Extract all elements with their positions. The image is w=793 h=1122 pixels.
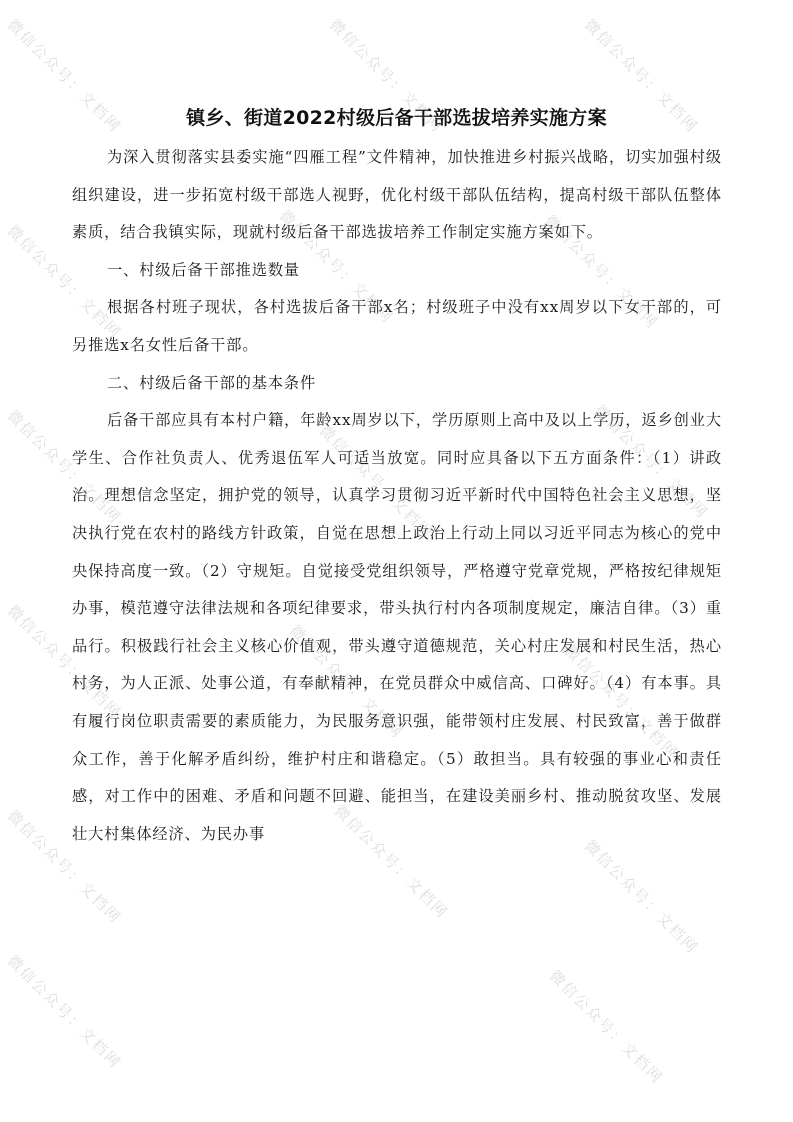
watermark: 微信公众号：文档网 xyxy=(545,966,667,1088)
intro-paragraph: 为深入贯彻落实县委实施“四雁工程”文件精神，加快推进乡村振兴战略，切实加强村级组织建设，进一步拓宽村级干部选人视野，优化村级干部队伍结构，提高村级干部队伍整体素质，结合我镇实际，现就村级后备干部选拔培养工作制定实施方案如下。 xyxy=(72,148,722,242)
watermark: 微信公众号：文档网 xyxy=(3,221,125,343)
section-heading-1: 一、村级后备干部推选数量 xyxy=(106,260,301,279)
watermark: 微信公众号：文档网 xyxy=(3,806,125,928)
watermark: 微信公众号：文档网 xyxy=(3,951,125,1073)
watermark: 微信公众号：文档网 xyxy=(325,15,447,137)
watermark: 微信公众号：文档网 xyxy=(3,601,125,723)
document-body xyxy=(72,139,722,853)
watermark: 微信公众号：文档网 xyxy=(590,401,712,523)
watermark: 微信公众号：文档网 xyxy=(330,801,452,923)
watermark: 微信公众号：文档网 xyxy=(3,15,125,137)
watermark: 微信公众号：文档网 xyxy=(275,206,397,328)
watermark: 微信公众号：文档网 xyxy=(3,406,125,528)
paragraph-quantity: 根据各村班子现状，各村选拔后备干部x名；村级班子中没有xx周岁以下女干部的，可另推选x名女性后备干部。 xyxy=(72,298,722,354)
watermark: 微信公众号：文档网 xyxy=(540,211,662,333)
watermark: 微信公众号：文档网 xyxy=(315,421,437,543)
watermark: 微信公众号：文档网 xyxy=(580,836,702,958)
paragraph-conditions: 后备干部应具有本村户籍，年龄xx周岁以下，学历原则上高中及以上学历，返乡创业大学生、合作社负责人、优秀退伍军人可适当放宽。同时应具备以下五方面条件：（1）讲政治。理想信念坚定，拥护党的领导，认真学习贯彻习近平新时代中国特色社会主义思想，坚决执行党在农村的路线方针政策，自觉在思想上政治上行动上同以习近平同志为核心的党中央保持高度一致。（2）守规矩。自觉接受党组织领导，严格遵守党章党规，严格按纪律规矩办事，模范遵守法律法规和各项纪律要求，带头执行村内各项制度规定，廉洁自律。（3）重品行。积极践行社会主义核心价值观，带头遵守道德规范，关心村庄发展和村民生活，热心村务，为人正派、处事公道，有奉献精神，在党员群众中威信高、口碑好。（4）有本事。具有履行岗位职责需要的素质能力，为民服务意识强，能带领村庄发展、村民致富，善于做群众工作，善于化解矛盾纠纷，维护村庄和谐稳定。（5）敢担当。具有较强的事业心和责任感，对工作中的困难、矛盾和问题不回避、能担当，在建设美丽乡村、推动脱贫攻坚、发展壮大村集体经济、为民办事 xyxy=(72,411,722,843)
watermark: 微信公众号：文档网 xyxy=(580,15,702,137)
watermark: 微信公众号：文档网 xyxy=(560,641,682,763)
watermark: 微信公众号：文档网 xyxy=(285,621,407,743)
document-title: 镇乡、街道2022村级后备干部选拔培养实施方案 xyxy=(186,107,607,129)
section-heading-2: 二、村级后备干部的基本条件 xyxy=(106,373,317,392)
